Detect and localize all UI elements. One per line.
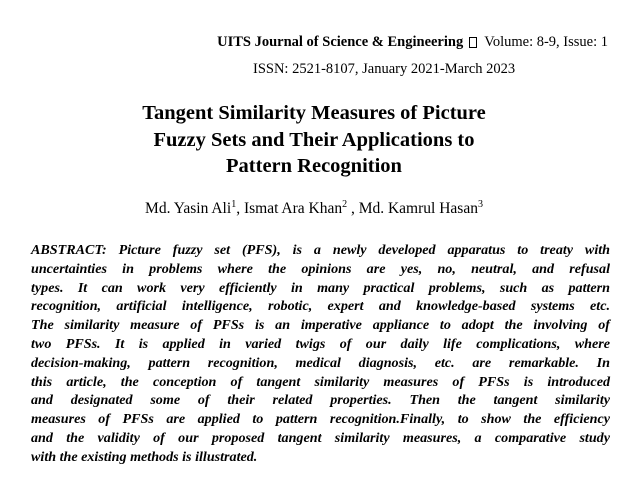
abstract-line: and the validity of our proposed tangent similarity measures, a comparative study (31, 429, 610, 446)
abstract-line (31, 241, 610, 260)
journal-name: UITS Journal of Science & Engineering (217, 34, 464, 50)
author-name: Md. Yasin Ali (145, 200, 232, 217)
author-separator: , (236, 200, 244, 217)
author-affiliation-mark: 1 (231, 198, 237, 210)
abstract-line: The similarity measure of PFSs is an imperative appliance to adopt the involving of (31, 317, 610, 334)
abstract-line: and designated some of their related properties. Then the tangent similarity (31, 392, 610, 409)
abstract-line: types. It can work very efficiently in many practical problems, such as pattern (31, 279, 610, 296)
abstract-line: with the existing methods is illustrated. (31, 448, 258, 465)
abstract-line: uncertainties in problems where the opinions are yes, no, neutral, and refusal (31, 260, 610, 277)
journal-header (217, 34, 608, 51)
author-list (0, 200, 628, 218)
abstract-line: this article, the conception of tangent similarity measures of PFSs is introduced (31, 373, 610, 390)
author-affiliation-mark: 3 (477, 198, 483, 210)
author-separator: , (347, 200, 359, 217)
separator-box-icon (469, 37, 477, 48)
abstract (31, 241, 610, 467)
author-affiliation-mark: 2 (342, 198, 348, 210)
title-line: Pattern Recognition (226, 155, 402, 177)
abstract-label: ABSTRACT: (31, 242, 107, 258)
paper-title (0, 100, 628, 180)
abstract-line-text: Picture fuzzy set (PFS), is a newly developed apparatus to treaty with (106, 242, 610, 258)
issn-date: ISSN: 2521-8107, January 2021-March 2023 (253, 61, 516, 77)
title-line: Tangent Similarity Measures of Picture (142, 102, 486, 124)
abstract-line: decision-making, pattern recognition, medical diagnosis, etc. are remarkable. In (31, 354, 610, 371)
abstract-line: recognition, artificial intelligence, robotic, expert and knowledge-based systems etc. (31, 298, 610, 315)
author-name: Ismat Ara Khan (243, 200, 343, 217)
abstract-line: two PFSs. It is applied in varied twigs of our daily life complications, where (31, 335, 610, 352)
abstract-line: measures of PFSs are applied to pattern recognition.Finally, to show the efficiency (31, 411, 610, 428)
title-line: Fuzzy Sets and Their Applications to (153, 128, 475, 151)
author-name: Md. Kamrul Hasan (358, 200, 478, 217)
volume-issue: Volume: 8-9, Issue: 1 (484, 34, 608, 50)
